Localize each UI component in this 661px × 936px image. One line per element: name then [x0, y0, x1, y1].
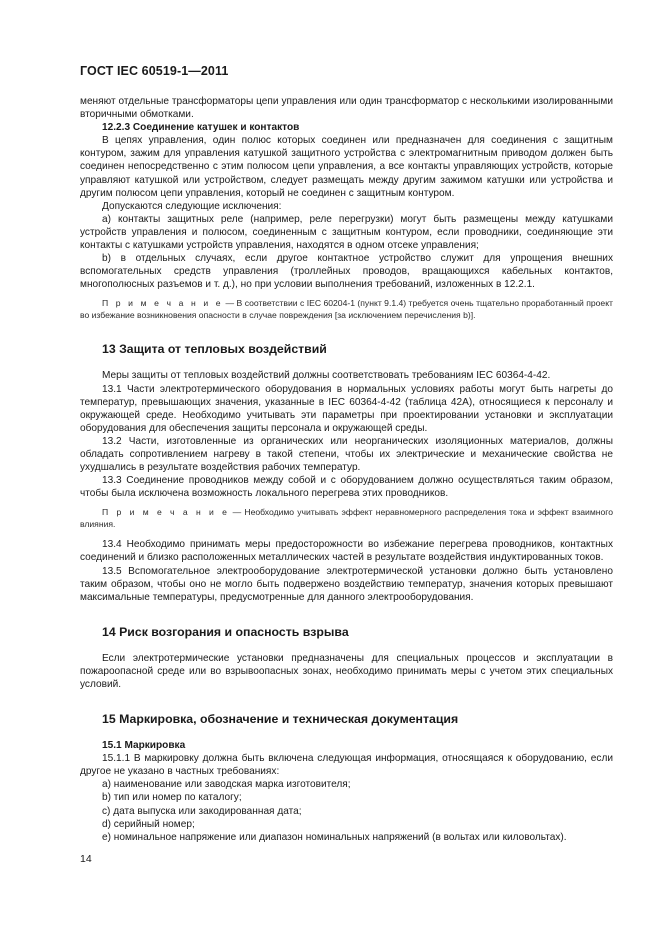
note-text: — Необходимо учитывать эффект неравномерного распределения тока и эффект взаимного влияния.	[80, 507, 613, 530]
paragraph: b) в отдельных случаях, если другое контактное устройство служит для упрощения внешних вспомогательных средств управления (троллейных проводов, вращающихся кабельных контактов, многополюсных разъемов и т. д.), но при условии выполнения требований, изложенных в 12.2.1.	[80, 253, 613, 291]
paragraph: 13.5 Вспомогательное электрооборудование электротермической установки должно быть установлено таким образом, чтобы оно не могло быть подвержено воздействию температур, значения которых превышают максимальные температуры, предусмотренные для данного электрооборудования.	[80, 565, 613, 603]
page-number: 14	[80, 853, 92, 865]
section-heading: 15 Маркировка, обозначение и техническая документация	[102, 712, 459, 727]
note	[80, 506, 613, 530]
paragraph: Меры защиты от тепловых воздействий должны соответствовать требованиям IEC 60364-4-42.	[102, 370, 551, 382]
paragraph: a) наименование или заводская марка изготовителя;	[102, 779, 351, 791]
note-text: — В соответствии с IEC 60204-1 (пункт 9.1.4) требуется очень тщательно проработанный проект во избежание возникновения опасности в случае повреждения [за исключением перечисления b)].	[80, 298, 613, 321]
paragraph: меняют отдельные трансформаторы цепи управления или один трансформатор с несколькими изолированными вторичными обмотками.	[80, 96, 613, 121]
subsection-heading: 15.1 Маркировка	[102, 740, 186, 752]
paragraph: 13.4 Необходимо принимать меры предосторожности во избежание перегрева проводников, контактных соединений и близко расположенных металлических частей в результате воздействия индуктированных токов.	[80, 539, 613, 564]
paragraph: c) дата выпуска или закодированная дата;	[102, 805, 302, 817]
note-label: П р и м е ч а н и е	[102, 298, 224, 309]
paragraph: e) номинальное напряжение или диапазон номинальных напряжений (в вольтах или киловольтах).	[102, 831, 567, 843]
paragraph: b) тип или номер по каталогу;	[102, 792, 242, 804]
section-heading: 13 Защита от тепловых воздействий	[102, 342, 327, 357]
note-label: П р и м е ч а н и е	[102, 507, 230, 518]
paragraph: 13.1 Части электротермического оборудования в нормальных условиях работы могут быть нагреты до температур, превышающих значения, указанные в IEC 60364-4-42 (таблица 42A), относящиеся к персоналу и окружающей среде. Необходимо учитывать эти параметры при проектировании установки и эксплуатации оборудования для обеспечения защиты персонала и окружающей среды.	[80, 383, 613, 434]
paragraph: 13.2 Части, изготовленные из органических или неорганических изоляционных материалов, должны обладать сопротивлением нагреву в такой степени, чтобы их электрические и механические свойства не ухудшались в результате воздействия рабочих температур.	[80, 435, 613, 474]
paragraph: Если электротермические установки предназначены для специальных процессов и эксплуатации в пожароопасной среде или во взрывоопасных зонах, необходимо принимать меры с учетом этих специальных условий.	[80, 652, 613, 690]
paragraph: 13.3 Соединение проводников между собой и с оборудованием должно осуществляться таким образом, чтобы была исключена возможность локального перегрева этих проводников.	[80, 475, 613, 500]
paragraph: a) контакты защитных реле (например, реле перегрузки) могут быть размещены между катушками устройств управления и полюсом, соединенным с защитным контуром, если проводники, соединяющие эти контакты с катушками устройств управления, находятся в одном отсеке управления;	[80, 213, 613, 252]
note	[80, 297, 613, 321]
section-heading: 14 Риск возгорания и опасность взрыва	[102, 624, 349, 639]
standard-header: ГОСТ IEC 60519-1—2011	[80, 64, 229, 78]
page-content	[80, 95, 613, 844]
paragraph: Допускаются следующие исключения:	[102, 200, 282, 212]
subsection-heading: 12.2.3 Соединение катушек и контактов	[102, 122, 300, 134]
paragraph: 15.1.1 В маркировку должна быть включена следующая информация, относящаяся к оборудованию, если другое не указано в частных требованиях:	[80, 753, 613, 778]
paragraph: d) серийный номер;	[102, 818, 195, 830]
paragraph: В цепях управления, один полюс которых соединен или предназначен для соединения с защитным контуром, зажим для управления катушкой защитного устройства с электромагнитным приводом должен быть соединен непосредственно с этим полюсом цепи управления, а все контакты управляющих устройств, которые управляют катушкой или устройством, следует размещать между другим зажимом катушки или устройства и другим полюсом цепи управления, который не соединен с защитным контуром.	[80, 135, 613, 199]
